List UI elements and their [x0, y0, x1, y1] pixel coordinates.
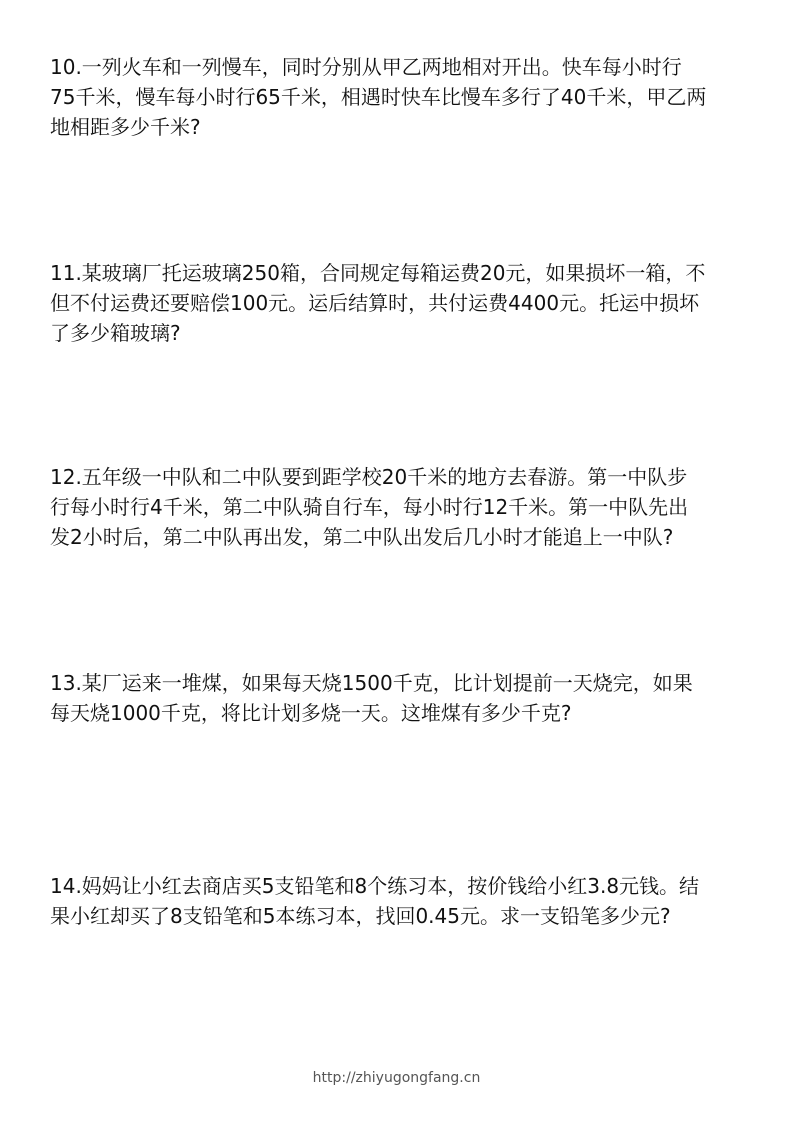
problem-13 [50, 668, 750, 728]
problem-line: 13.某厂运来一堆煤，如果每天烧1500千克，比计划提前一天烧完，如果 [50, 671, 693, 695]
problem-14 [50, 871, 750, 931]
problem-10 [50, 52, 750, 142]
problem-line: 12.五年级一中队和二中队要到距学校20千米的地方去春游。第一中队步 [50, 465, 688, 489]
problem-line: 发2小时后，第二中队再出发，第二中队出发后几小时才能追上一中队? [50, 525, 674, 549]
problem-line: 75千米，慢车每小时行65千米，相遇时快车比慢车多行了40千米，甲乙两 [50, 85, 707, 109]
problem-line: 10.一列火车和一列慢车，同时分别从甲乙两地相对开出。快车每小时行 [50, 55, 682, 79]
problem-line: 地相距多少千米? [50, 115, 201, 139]
footer-url: http://zhiyugongfang.cn [312, 1070, 481, 1086]
problem-line: 行每小时行4千米，第二中队骑自行车，每小时行12千米。第一中队先出 [50, 495, 689, 519]
problem-line: 但不付运费还要赔偿100元。运后结算时，共付运费4400元。托运中损坏 [50, 291, 700, 315]
problem-11 [50, 258, 750, 348]
problem-12 [50, 462, 750, 552]
problem-line: 14.妈妈让小红去商店买5支铅笔和8个练习本，按价钱给小红3.8元钱。结 [50, 874, 700, 898]
problem-line: 11.某玻璃厂托运玻璃250箱，合同规定每箱运费20元，如果损坏一箱，不 [50, 261, 706, 285]
problem-line: 果小红却买了8支铅笔和5本练习本，找回0.45元。求一支铅笔多少元? [50, 904, 671, 928]
problem-line: 每天烧1000千克，将比计划多烧一天。这堆煤有多少千克? [50, 701, 572, 725]
problem-line: 了多少箱玻璃? [50, 321, 181, 345]
